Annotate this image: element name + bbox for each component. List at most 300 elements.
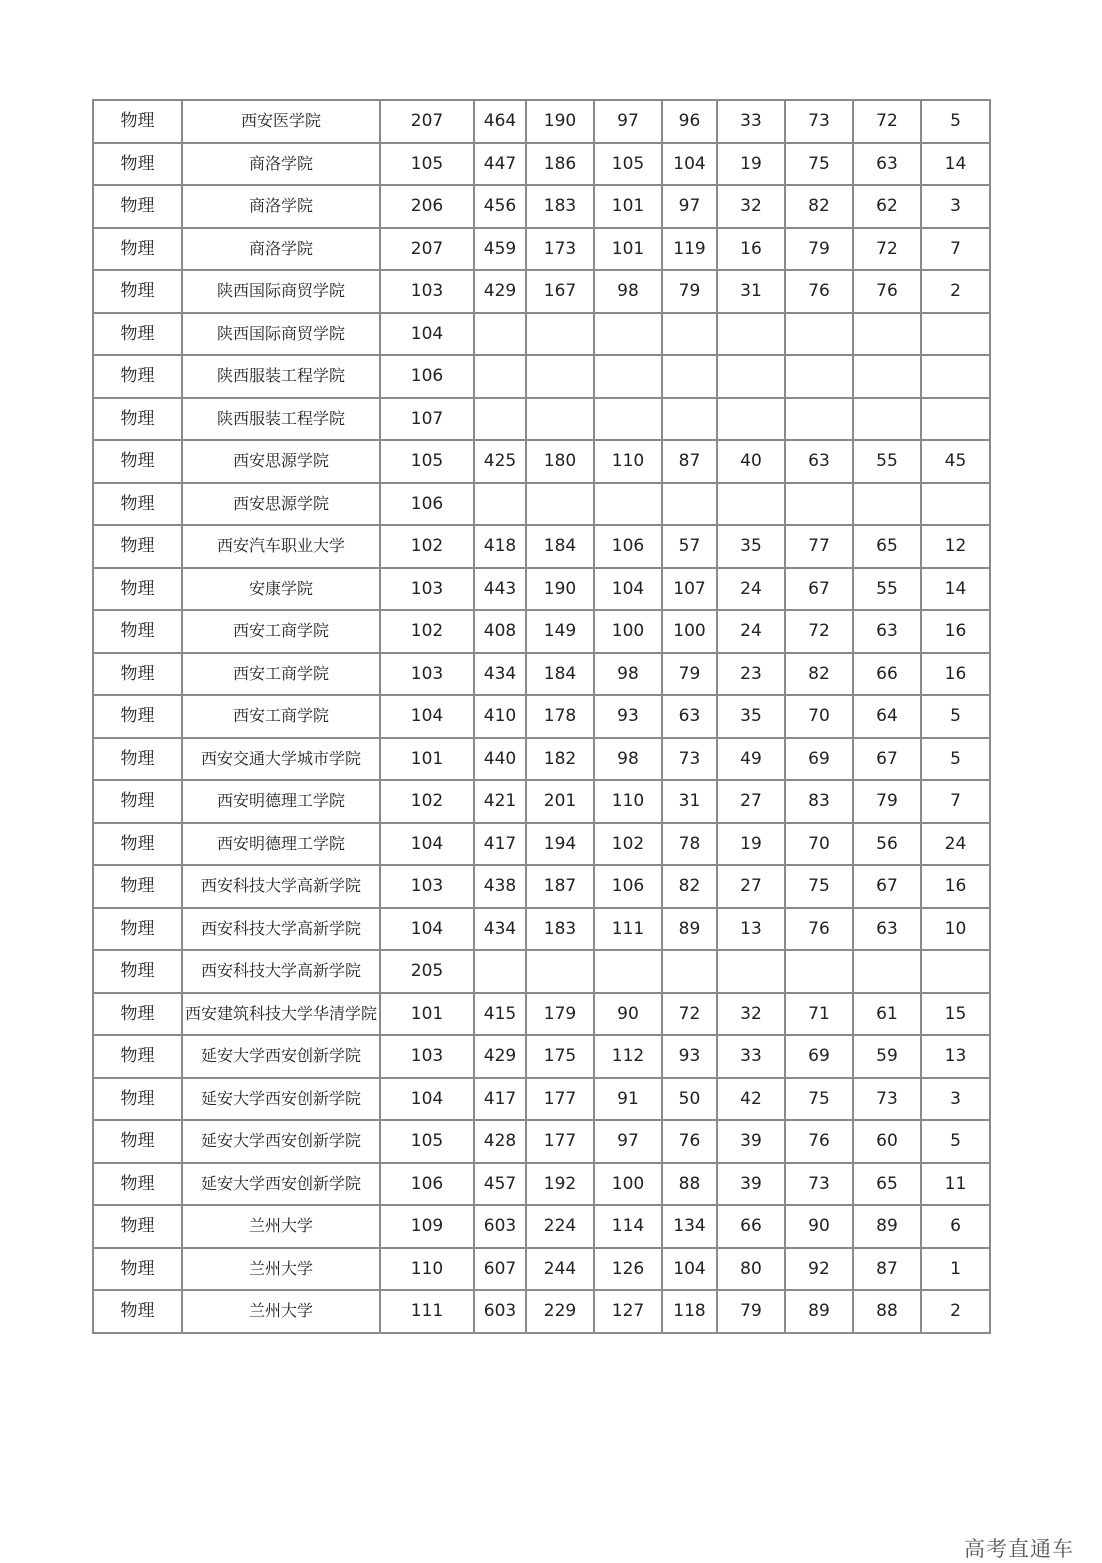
cell-school: 西安工商学院 [182,695,380,738]
cell-elective-2: 67 [785,568,853,611]
cell-elective-3: 72 [853,228,921,271]
cell-elective-3 [853,398,921,441]
cell-english: 104 [662,143,717,186]
table-row [93,1163,990,1206]
cell-elective-2: 82 [785,185,853,228]
table-row [93,653,990,696]
cell-school: 西安思源学院 [182,483,380,526]
cell-elective-1: 35 [717,525,785,568]
cell-math: 98 [594,270,662,313]
cell-school: 兰州大学 [182,1290,380,1333]
table-row [93,568,990,611]
cell-total: 408 [474,610,526,653]
table-row [93,355,990,398]
cell-english [662,398,717,441]
cell-chinese: 179 [526,993,594,1036]
cell-elective-2 [785,950,853,993]
cell-total: 443 [474,568,526,611]
cell-elective-1: 24 [717,568,785,611]
cell-elective-1: 19 [717,143,785,186]
cell-elective-1 [717,313,785,356]
cell-group-code: 106 [380,483,474,526]
cell-elective-3: 87 [853,1248,921,1291]
cell-math: 114 [594,1205,662,1248]
cell-english: 73 [662,738,717,781]
cell-english: 100 [662,610,717,653]
table-row [93,695,990,738]
cell-school: 西安工商学院 [182,610,380,653]
cell-subject: 物理 [93,1205,182,1248]
cell-elective-2 [785,313,853,356]
cell-elective-1: 32 [717,185,785,228]
cell-english: 119 [662,228,717,271]
cell-chinese: 190 [526,100,594,143]
cell-total: 447 [474,143,526,186]
cell-group-code: 101 [380,993,474,1036]
cell-chinese: 177 [526,1120,594,1163]
cell-rank [921,313,990,356]
cell-total: 429 [474,270,526,313]
cell-elective-1: 23 [717,653,785,696]
cell-chinese: 184 [526,653,594,696]
cell-school: 陕西国际商贸学院 [182,313,380,356]
table-row [93,483,990,526]
cell-school: 陕西服装工程学院 [182,355,380,398]
cell-subject: 物理 [93,1120,182,1163]
cell-school: 西安汽车职业大学 [182,525,380,568]
cell-total [474,313,526,356]
cell-school: 西安科技大学高新学院 [182,908,380,951]
cell-subject: 物理 [93,780,182,823]
cell-subject: 物理 [93,100,182,143]
cell-english: 79 [662,653,717,696]
cell-school: 商洛学院 [182,185,380,228]
table-row [93,908,990,951]
cell-school: 延安大学西安创新学院 [182,1078,380,1121]
cell-total: 429 [474,1035,526,1078]
cell-elective-2: 76 [785,1120,853,1163]
cell-rank: 7 [921,228,990,271]
cell-math: 106 [594,865,662,908]
cell-group-code: 109 [380,1205,474,1248]
cell-group-code: 110 [380,1248,474,1291]
cell-chinese: 149 [526,610,594,653]
cell-elective-2: 69 [785,1035,853,1078]
cell-subject: 物理 [93,313,182,356]
watermark-text: 高考直通车 [964,1537,1074,1561]
cell-english [662,950,717,993]
cell-english: 107 [662,568,717,611]
cell-chinese [526,398,594,441]
cell-total: 434 [474,908,526,951]
cell-rank: 24 [921,823,990,866]
cell-total: 456 [474,185,526,228]
table-row [93,823,990,866]
cell-chinese: 177 [526,1078,594,1121]
cell-group-code: 103 [380,653,474,696]
cell-elective-3: 76 [853,270,921,313]
cell-group-code: 106 [380,1163,474,1206]
cell-elective-1: 39 [717,1120,785,1163]
cell-english [662,313,717,356]
cell-school: 西安建筑科技大学华清学院 [182,993,380,1036]
table-row [93,865,990,908]
cell-subject: 物理 [93,738,182,781]
cell-chinese [526,355,594,398]
cell-elective-2: 92 [785,1248,853,1291]
cell-rank: 14 [921,143,990,186]
cell-total: 410 [474,695,526,738]
cell-school: 兰州大学 [182,1248,380,1291]
cell-group-code: 104 [380,695,474,738]
cell-elective-3: 65 [853,525,921,568]
cell-group-code: 205 [380,950,474,993]
cell-subject: 物理 [93,355,182,398]
cell-elective-3: 89 [853,1205,921,1248]
cell-subject: 物理 [93,568,182,611]
cell-total: 603 [474,1205,526,1248]
cell-elective-3 [853,313,921,356]
cell-chinese: 190 [526,568,594,611]
cell-english: 31 [662,780,717,823]
cell-subject: 物理 [93,398,182,441]
cell-english: 97 [662,185,717,228]
cell-elective-1: 19 [717,823,785,866]
cell-math: 106 [594,525,662,568]
cell-elective-1 [717,355,785,398]
cell-english: 79 [662,270,717,313]
cell-elective-3: 59 [853,1035,921,1078]
cell-group-code: 102 [380,780,474,823]
cell-subject: 物理 [93,610,182,653]
cell-elective-1: 42 [717,1078,785,1121]
table-row [93,185,990,228]
cell-elective-2: 75 [785,143,853,186]
cell-subject: 物理 [93,950,182,993]
cell-elective-2: 90 [785,1205,853,1248]
cell-total: 607 [474,1248,526,1291]
cell-elective-3: 79 [853,780,921,823]
cell-subject: 物理 [93,1035,182,1078]
cell-subject: 物理 [93,695,182,738]
cell-subject: 物理 [93,823,182,866]
cell-group-code: 103 [380,568,474,611]
cell-math: 111 [594,908,662,951]
cell-chinese: 180 [526,440,594,483]
cell-chinese: 224 [526,1205,594,1248]
cell-english: 82 [662,865,717,908]
cell-group-code: 105 [380,1120,474,1163]
cell-subject: 物理 [93,185,182,228]
cell-math: 110 [594,440,662,483]
cell-elective-1: 32 [717,993,785,1036]
cell-chinese: 173 [526,228,594,271]
cell-elective-3: 67 [853,865,921,908]
cell-elective-1: 31 [717,270,785,313]
cell-rank: 16 [921,865,990,908]
cell-elective-3 [853,950,921,993]
cell-rank: 16 [921,653,990,696]
cell-rank: 1 [921,1248,990,1291]
table-row [93,143,990,186]
cell-math: 97 [594,1120,662,1163]
cell-english: 57 [662,525,717,568]
cell-elective-3 [853,483,921,526]
cell-group-code: 206 [380,185,474,228]
cell-chinese: 183 [526,185,594,228]
cell-english: 93 [662,1035,717,1078]
table-row [93,398,990,441]
cell-group-code: 104 [380,908,474,951]
cell-group-code: 104 [380,1078,474,1121]
table-row [93,1035,990,1078]
cell-math [594,483,662,526]
table-row [93,313,990,356]
cell-english: 63 [662,695,717,738]
cell-math: 93 [594,695,662,738]
cell-elective-3: 66 [853,653,921,696]
cell-total: 440 [474,738,526,781]
cell-school: 延安大学西安创新学院 [182,1035,380,1078]
cell-subject: 物理 [93,653,182,696]
cell-elective-2: 73 [785,1163,853,1206]
cell-elective-3: 88 [853,1290,921,1333]
cell-english: 104 [662,1248,717,1291]
cell-english: 76 [662,1120,717,1163]
cell-elective-2: 77 [785,525,853,568]
cell-elective-1: 33 [717,1035,785,1078]
cell-english: 88 [662,1163,717,1206]
cell-total [474,950,526,993]
cell-school: 商洛学院 [182,143,380,186]
cell-group-code: 103 [380,1035,474,1078]
cell-group-code: 105 [380,440,474,483]
cell-elective-3: 67 [853,738,921,781]
cell-rank: 3 [921,185,990,228]
cell-math [594,398,662,441]
cell-chinese: 167 [526,270,594,313]
cell-subject: 物理 [93,1290,182,1333]
cell-chinese: 194 [526,823,594,866]
cell-rank [921,398,990,441]
cell-english: 50 [662,1078,717,1121]
cell-elective-1: 27 [717,865,785,908]
cell-elective-1: 13 [717,908,785,951]
cell-total: 459 [474,228,526,271]
cell-chinese: 183 [526,908,594,951]
table-row [93,993,990,1036]
cell-school: 陕西国际商贸学院 [182,270,380,313]
cell-school: 西安工商学院 [182,653,380,696]
table-row [93,270,990,313]
cell-total: 457 [474,1163,526,1206]
cell-total: 603 [474,1290,526,1333]
cell-school: 西安思源学院 [182,440,380,483]
cell-elective-1: 39 [717,1163,785,1206]
score-table [92,99,991,1334]
table-row [93,950,990,993]
cell-rank: 5 [921,1120,990,1163]
cell-group-code: 102 [380,525,474,568]
cell-rank: 16 [921,610,990,653]
cell-group-code: 102 [380,610,474,653]
cell-math: 100 [594,1163,662,1206]
cell-rank: 11 [921,1163,990,1206]
cell-math: 98 [594,738,662,781]
cell-elective-3: 62 [853,185,921,228]
table-body [93,100,990,1333]
cell-total: 417 [474,1078,526,1121]
cell-chinese: 244 [526,1248,594,1291]
cell-elective-3: 64 [853,695,921,738]
cell-elective-2 [785,398,853,441]
table-row [93,610,990,653]
cell-english: 118 [662,1290,717,1333]
cell-rank: 10 [921,908,990,951]
cell-math [594,950,662,993]
cell-subject: 物理 [93,143,182,186]
cell-elective-1: 35 [717,695,785,738]
cell-rank: 5 [921,100,990,143]
cell-elective-1: 79 [717,1290,785,1333]
table-row [93,100,990,143]
cell-elective-1: 16 [717,228,785,271]
cell-subject: 物理 [93,525,182,568]
cell-subject: 物理 [93,993,182,1036]
cell-subject: 物理 [93,270,182,313]
cell-group-code: 111 [380,1290,474,1333]
table-row [93,1205,990,1248]
cell-total: 425 [474,440,526,483]
cell-group-code: 104 [380,313,474,356]
cell-elective-1: 24 [717,610,785,653]
cell-chinese: 229 [526,1290,594,1333]
cell-math: 101 [594,228,662,271]
cell-school: 安康学院 [182,568,380,611]
cell-math: 91 [594,1078,662,1121]
cell-elective-1: 66 [717,1205,785,1248]
cell-math: 105 [594,143,662,186]
cell-chinese: 192 [526,1163,594,1206]
cell-subject: 物理 [93,1078,182,1121]
cell-chinese: 182 [526,738,594,781]
cell-elective-3: 72 [853,100,921,143]
cell-math: 90 [594,993,662,1036]
cell-subject: 物理 [93,228,182,271]
cell-elective-1: 80 [717,1248,785,1291]
cell-rank [921,355,990,398]
cell-elective-2: 72 [785,610,853,653]
cell-elective-2 [785,355,853,398]
cell-elective-3: 61 [853,993,921,1036]
cell-math: 101 [594,185,662,228]
cell-subject: 物理 [93,865,182,908]
cell-math: 126 [594,1248,662,1291]
table-row [93,525,990,568]
cell-math: 98 [594,653,662,696]
cell-rank [921,950,990,993]
cell-math [594,355,662,398]
cell-chinese: 187 [526,865,594,908]
cell-total: 417 [474,823,526,866]
cell-group-code: 207 [380,228,474,271]
cell-group-code: 106 [380,355,474,398]
cell-chinese [526,483,594,526]
cell-math: 97 [594,100,662,143]
cell-elective-3: 65 [853,1163,921,1206]
cell-subject: 物理 [93,440,182,483]
cell-chinese: 175 [526,1035,594,1078]
cell-school: 陕西服装工程学院 [182,398,380,441]
cell-elective-3: 63 [853,143,921,186]
cell-school: 延安大学西安创新学院 [182,1163,380,1206]
cell-elective-1: 27 [717,780,785,823]
cell-group-code: 103 [380,865,474,908]
cell-total: 415 [474,993,526,1036]
cell-school: 西安交通大学城市学院 [182,738,380,781]
cell-math: 104 [594,568,662,611]
cell-total: 464 [474,100,526,143]
cell-rank: 5 [921,695,990,738]
cell-elective-2: 76 [785,270,853,313]
cell-school: 西安科技大学高新学院 [182,865,380,908]
cell-elective-2 [785,483,853,526]
cell-elective-3 [853,355,921,398]
cell-elective-3: 56 [853,823,921,866]
table-row [93,1078,990,1121]
cell-school: 西安科技大学高新学院 [182,950,380,993]
cell-total: 434 [474,653,526,696]
cell-math [594,313,662,356]
cell-math: 100 [594,610,662,653]
table-row [93,738,990,781]
table-row [93,780,990,823]
cell-chinese [526,313,594,356]
cell-school: 兰州大学 [182,1205,380,1248]
cell-total: 421 [474,780,526,823]
cell-total: 428 [474,1120,526,1163]
table-row [93,228,990,271]
cell-total [474,483,526,526]
cell-subject: 物理 [93,483,182,526]
cell-elective-2: 69 [785,738,853,781]
cell-subject: 物理 [93,1163,182,1206]
cell-rank: 2 [921,270,990,313]
cell-english [662,483,717,526]
cell-elective-2: 75 [785,865,853,908]
cell-subject: 物理 [93,908,182,951]
cell-elective-2: 89 [785,1290,853,1333]
table-row [93,1120,990,1163]
cell-chinese: 178 [526,695,594,738]
cell-english: 72 [662,993,717,1036]
cell-rank: 2 [921,1290,990,1333]
cell-elective-2: 70 [785,823,853,866]
cell-rank: 13 [921,1035,990,1078]
cell-elective-3: 60 [853,1120,921,1163]
cell-group-code: 207 [380,100,474,143]
cell-total [474,355,526,398]
cell-elective-1: 49 [717,738,785,781]
cell-chinese: 184 [526,525,594,568]
cell-school: 西安明德理工学院 [182,823,380,866]
cell-elective-3: 73 [853,1078,921,1121]
cell-english [662,355,717,398]
cell-math: 127 [594,1290,662,1333]
cell-elective-3: 63 [853,610,921,653]
cell-rank: 7 [921,780,990,823]
cell-english: 89 [662,908,717,951]
